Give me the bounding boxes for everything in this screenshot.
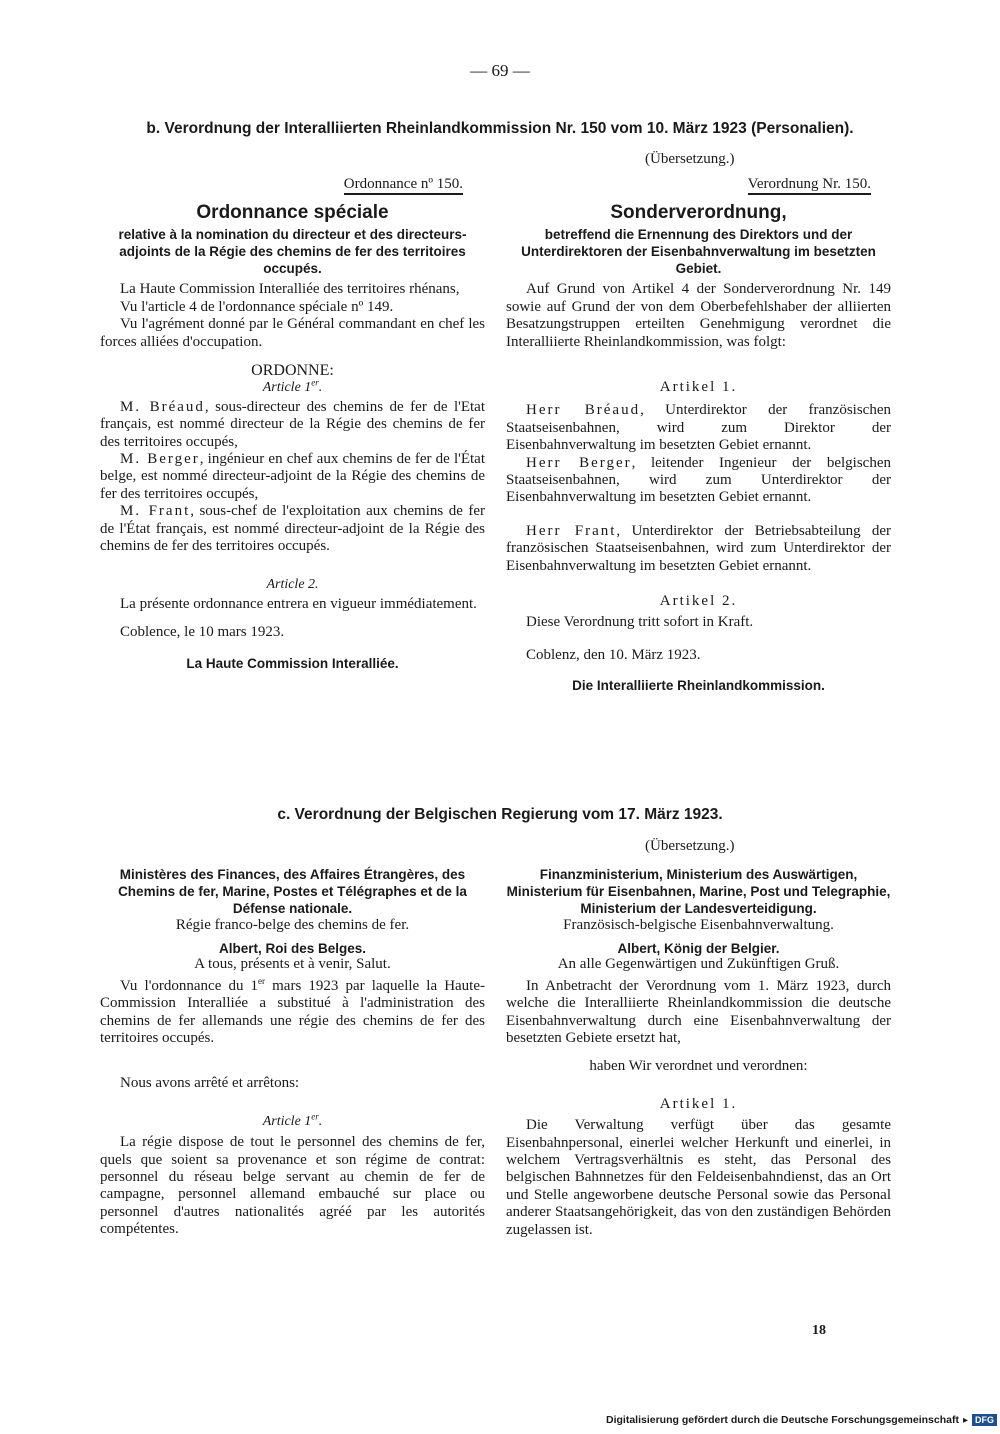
french-signature: La Haute Commission Interalliée. [186,655,399,671]
french-intro-3: Vu l'agrément donné par le Général commandant en chef les forces alliées d'occupation. [100,316,485,350]
ordonne-label: ORDONNE: [251,362,334,380]
german-decree: haben Wir verordnet und verordnen: [589,1058,808,1075]
verordnung-label: Verordnung Nr. 150. [748,176,871,195]
french-article-1-para-1: M. Bréaud, sous-directeur des chemins de fer de l'Etat français, est nommé directeur de la Régie des chemins de fer des territoires occupés, [100,398,485,450]
german-article-1-label: Artikel 1. [659,379,738,396]
dfg-logo[interactable]: DFG [972,1414,997,1426]
german-c-article-1-label: Artikel 1. [659,1095,738,1112]
german-intro: Auf Grund von Artikel 4 der Sonderverordnung Nr. 149 sowie auf Grund der von dem Oberbefehlshaber der alliierten Besatzungstruppen erteilten Genehmigung verordnet die Interalliierte Rheinlandkommission, was folgt: [506,281,891,350]
german-article-2-text: Diese Verordnung tritt sofort in Kraft. [526,613,754,630]
section-b-heading: b. Verordnung der Interalliierten Rheinlandkommission Nr. 150 vom 10. März 1923 (Personalien). [146,120,854,137]
section-c-translation-note: (Übersetzung.) [645,838,735,854]
section-b-french-column [100,176,485,671]
french-title: Ordonnance spéciale [196,202,389,224]
french-regie: Régie franco-belge des chemins de fer. [175,917,410,933]
french-intro-2: Vu l'article 4 de l'ordonnance spéciale nº 149. [120,298,394,315]
french-intro-1: La Haute Commission Interalliée des territoires rhénans, [120,281,460,298]
french-place-date: Coblence, le 10 mars 1923. [120,624,285,641]
french-subtitle: relative à la nomination du directeur et des directeurs-adjoints de la Régie des chemins de fer des territoires occupés. [118,227,467,277]
french-article-2-text: La présente ordonnance entrera en vigueur immédiatement. [120,595,477,612]
french-ministries: Ministères des Finances, des Affaires Étrangères, des Chemins de fer, Marine, Postes et Télégraphes et de la Défense nationale. [118,867,467,916]
german-greeting: An alle Gegenwärtigen und Zukünftigen Gruß. [557,956,840,973]
french-decree: Nous avons arrêté et arrêtons: [120,1075,300,1092]
german-c-article-1-text: Die Verwaltung verfügt über das gesamte Eisenbahnpersonal, einerlei welcher Herkunft und einerlei, in welchem Vertragsverhältnis es steht, das Personal des belgischen Bahnnetzes für den Feldeisenbahndienst, das an Ort und Stelle angeworbene deutsche Personal sowie das Personal anderer Staatsangehörigkeit, das von den zuständigen Behörden zugelassen ist. [506,1117,891,1238]
section-c-french-column [100,866,485,1239]
german-ministries: Finanzministerium, Ministerium des Auswärtigen, Ministerium für Eisenbahnen, Marine, Post und Telegraphie, Ministerium der Landesverteidigung. [506,867,891,916]
section-b-german-column [506,176,891,693]
french-c-article-1-label: Article 1er. [262,1111,323,1129]
german-article-1-para-3: Herr Frant, Unterdirektor der Betriebsabteilung der französischen Staatseisenbahnen, wird zum Unterdirektor der Eisenbahnverwaltung im besetzten Gebiet ernannt. [506,522,891,574]
german-regie: Französisch-belgische Eisenbahnverwaltung. [563,917,834,933]
french-king: Albert, Roi des Belges. [218,941,367,957]
section-b-translation-note: (Übersetzung.) [645,151,735,167]
french-article-2-label: Article 2. [266,576,319,592]
german-signature: Die Interalliierte Rheinlandkommission. [572,678,825,694]
french-preamble: Vu l'ordonnance du 1er mars 1923 par laquelle la Haute-Commission Interalliée a substitué à l'administration des chemins de fer allemands une régie des chemins de fer des territoires occupés. [100,975,486,1047]
footer-text: Digitalisierung gefördert durch die Deutsche Forschungsgemeinschaft [606,1414,959,1426]
german-preamble: In Anbetracht der Verordnung vom 1. März 1923, durch welche die Interalliierte Rheinlandkommission die deutsche Eisenbahnverwaltung durch eine Eisenbahnverwaltung der besetzten Gebiete ersetzt hat, [506,977,891,1047]
german-article-1-para-1: Herr Bréaud, Unterdirektor der französischen Staatseisenbahnen, wird zum Direktor der Eisenbahnverwaltung im besetzten Gebiet ernannt. [506,402,891,454]
german-article-2-label: Artikel 2. [659,593,738,610]
french-article-1-label: Article 1er. [262,377,323,396]
section-c-heading: c. Verordnung der Belgischen Regierung vom 17. März 1923. [277,806,723,823]
ordonnance-label: Ordonnance nº 150. [344,176,463,195]
signature-mark: 18 [812,1323,826,1338]
section-c-german-column [506,866,891,1239]
german-place-date: Coblenz, den 10. März 1923. [526,646,701,663]
german-article-1-para-2: Herr Berger, leitender Ingenieur der belgischen Staatseisenbahnen, wird zum Unterdirektor der Eisenbahnverwaltung im besetzten Gebiet ernannt. [506,454,891,506]
french-c-article-1-text: La régie dispose de tout le personnel des chemins de fer, quels que soient sa provenance et son régime de contrat: personnel du réseau belge servant au chemin de fer de campagne, personnel allemand embauché sur place ou personnel d'autres nationalités agréé par les autorités compétentes. [100,1134,485,1238]
french-greeting: A tous, présents et à venir, Salut. [194,956,391,973]
german-title: Sonderverordnung, [610,202,787,224]
french-article-1-para-3: M. Frant, sous-chef de l'exploitation aux chemins de fer de l'État français, est nommé directeur-adjoint de la Régie des chemins de fer des territoires occupés. [100,503,485,555]
page-number: — 69 — [470,61,530,80]
digitization-footer: Digitalisierung gefördert durch die Deutsche Forschungsgemeinschaft ▸ DFG [606,1414,997,1426]
german-king: Albert, König der Belgier. [617,941,780,957]
german-subtitle: betreffend die Ernennung des Direktors und der Unterdirektoren der Eisenbahnverwaltung im besetzten Gebiet. [521,227,876,277]
french-article-1-para-2: M. Berger, ingénieur en chef aux chemins de fer de l'État belge, est nommé directeur-adjoint de la Régie des chemins de fer des territoires occupés, [100,451,485,502]
